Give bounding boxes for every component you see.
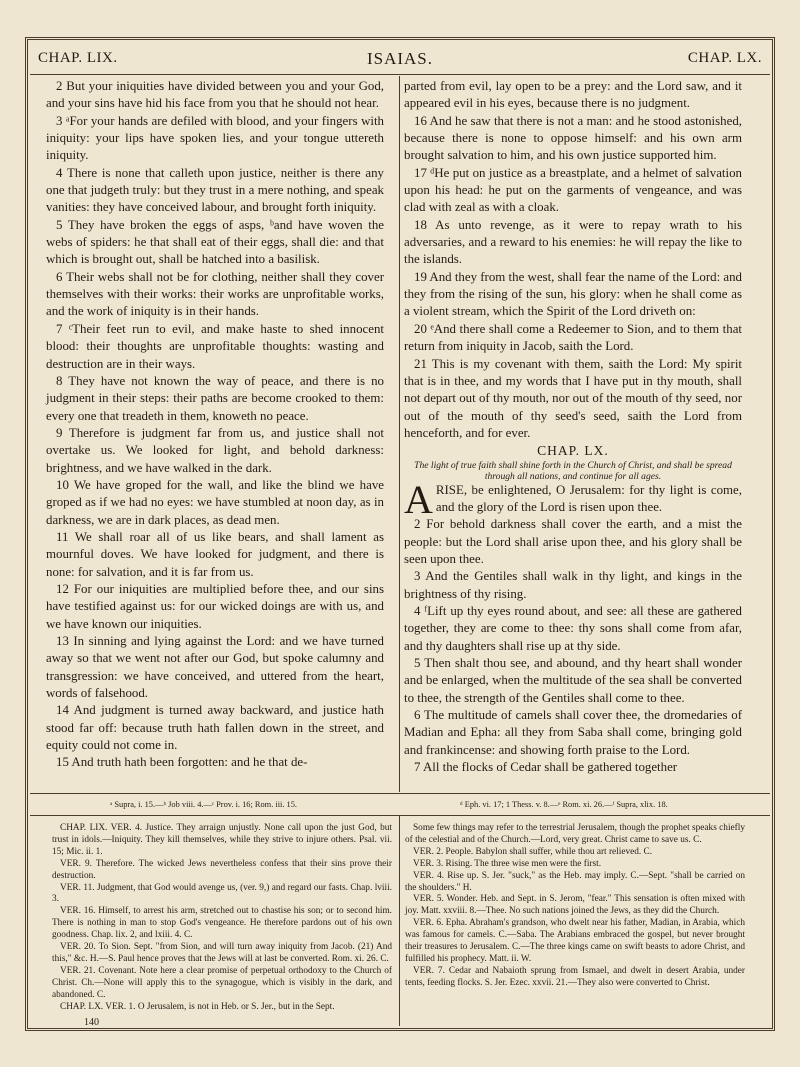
drop-cap: A	[404, 476, 433, 522]
commentary-note: CHAP. LIX. VER. 4. Justice. They arraign unjustly. None call upon the just God, but trust in idols.—Iniquity. They kill themselves, while they strive to injure others. Psal. vii. 15; Mic. ii. 1.	[52, 823, 392, 857]
verse: 10 We have groped for the wall, and like the blind we have groped as if we had no eyes: we have stumbled at noon day, as in darkness, we are in dark places, as dead men.	[46, 477, 384, 527]
verse: 19 And they from the west, shall fear the name of the Lord: and they from the rising of the sun, his glory: when he shall come as a violent stream, which the Spirit of the Lord driveth on:	[404, 269, 742, 319]
running-header	[30, 47, 770, 73]
verse: 13 In sinning and lying against the Lord: and we have turned away so that we went not after our God, but spoke calumny and transgression: we have conceived, and uttered from the heart, words of falsehood.	[46, 634, 384, 701]
verse: 2 But your iniquities have divided between you and your God, and your sins have hid his face from you that he should not hear.	[46, 79, 384, 111]
verse-first	[404, 476, 742, 522]
verse: 7 ᶜTheir feet run to evil, and make haste to shed innocent blood: their thoughts are unprofitable thoughts: wasting and destruction are in their ways.	[46, 321, 384, 371]
verse: 12 For our iniquities are multiplied before thee, and our sins have testified against us: for our wicked doings are with us, and we have known our iniquities.	[46, 581, 384, 631]
commentary-note: VER. 20. To Sion. Sept. "from Sion, and will turn away iniquity from Jacob. (21) And this," &c. H.—S. Paul hence proves that the Jews will at last be converted. Rom. xi. 26. C.	[52, 942, 392, 964]
commentary-rule	[30, 815, 770, 816]
chapter-heading: CHAP. LX.	[537, 443, 609, 459]
verse: parted from evil, lay open to be a prey: and the Lord saw, and it appeared evil in his eyes, because there is no judgment.	[404, 79, 742, 111]
commentary-note: VER. 11. Judgment, that God would avenge us, (ver. 9,) and regard our fasts. Chap. lviii. 3.	[52, 882, 392, 905]
verse: 11 We shall roar all of us like bears, and shall lament as mournful doves. We have looked for judgment, and there is none: for salvation, and it is far from us.	[46, 529, 384, 579]
verse: 9 Therefore is judgment far from us, and justice shall not overtake us. We looked for light, and behold darkness: brightness, and we have walked in the dark.	[46, 425, 384, 475]
footnote-references-left: ᵃ Supra, i. 15.—ᵇ Job viii. 4.—ᶜ Prov. i. 16; Rom. iii. 15.	[110, 800, 298, 809]
commentary-note: VER. 21. Covenant. Note here a clear promise of perpetual orthodoxy to the Church of Christ. Ch.—None will apply this to the synagogue, which is visibly in the dark, and abandoned. C.	[52, 965, 392, 1000]
page-number: 140	[84, 1017, 99, 1028]
verse: 16 And he saw that there is not a man: and he stood astonished, because there is none to oppose himself: and his own arm brought salvation to him, and his own justice supported him.	[404, 113, 742, 163]
footnote-references-right: ᵈ Eph. vi. 17; 1 Thess. v. 8.—ᵉ Rom. xi. 26.—ᶠ Supra, xlix. 18.	[460, 800, 668, 809]
commentary-note: VER. 6. Epha. Abraham's grandson, who dwelt near his father, Madian, in Arabia, which was famous for camels. C.—Saba. The Arabians embraced the gospel, but never brought their treasures to Jerusalem. C.—The three kings came on swift beasts to adore Christ, and fulfilled his prophecy. Matt. ii. W.	[405, 918, 745, 964]
commentary-note: VER. 2. People. Babylon shall suffer, while thou art relieved. C.	[413, 846, 653, 857]
verse: 6 The multitude of camels shall cover thee, the dromedaries of Madian and Epha: all they from Saba shall come, bringing gold and frankincense: and showing forth praise to the Lord.	[404, 708, 742, 757]
commentary-divider	[399, 816, 400, 1026]
commentary-note: VER. 9. Therefore. The wicked Jews nevertheless confess that their sins prove their destruction.	[52, 858, 392, 881]
commentary-note: VER. 7. Cedar and Nabaioth sprung from Ismael, and dwelt in desert Arabia, under tents, feeding flocks. S. Jer. Ezec. xxvii. 21.—They also were converted to Christ.	[405, 965, 745, 988]
verse: 18 As unto revenge, as it were to repay wrath to his adversaries, and a reward to his enemies: he will repay the like to the islands.	[404, 217, 742, 267]
right-text-column	[404, 78, 742, 776]
header-book-title: ISAIAS.	[366, 49, 434, 68]
verse: 4 ᶠLift up thy eyes round about, and see: all these are gathered together, they are come to thee: thy sons shall come from afar, and thy daughters shall rise up at thy side.	[404, 603, 742, 653]
verse: 14 And judgment is turned away backward, and justice hath stood far off: because truth hath fallen down in the street, and equity could not come in.	[46, 703, 384, 753]
commentary-note: VER. 16. Himself, to arrest his arm, stretched out to chastise his son; or to second him. There is nothing in man to stop God's vengeance. He therefore pardons out of his own goodness. Chap. lix. 2, and lxiii. 4. C.	[52, 906, 392, 941]
verse: 4 There is none that calleth upon justice, neither is there any one that judgeth truly: but they trust in a mere nothing, and speak vanities: they have conceived labour, and brought forth iniquity.	[46, 165, 384, 215]
left-text-column	[46, 78, 384, 772]
verse: 15 And truth hath been forgotten: and he that de-	[56, 755, 308, 770]
verse: 21 This is my covenant with them, saith the Lord: My spirit that is in thee, and my words that I have put in thy mouth, shall not depart out of thy mouth, nor out of the mouth of thy seed, nor out of the mouth of thy seed's seed, saith the Lord from henceforth, and for ever.	[404, 356, 742, 440]
header-rule	[30, 74, 770, 75]
column-divider	[399, 76, 400, 792]
text-bottom-rule	[30, 793, 770, 794]
verse-first-text: RISE, be enlightened, O Jerusalem: for thy light is come, and the glory of the Lord is risen upon thee.	[435, 482, 742, 514]
commentary-note: CHAP. LX. VER. 1. O Jerusalem, is not in Heb. or S. Jer., but in the Sept.	[60, 1001, 335, 1012]
commentary-note: VER. 4. Rise up. S. Jer. "suck," as the Heb. may imply. C.—Sept. "shall be carried on the shoulders." H.	[405, 870, 745, 893]
commentary-note: VER. 3. Rising. The three wise men were the first.	[413, 858, 602, 869]
verse: 20 ᵉAnd there shall come a Redeemer to Sion, and to them that return from iniquity in Jacob, saith the Lord.	[404, 321, 742, 354]
verse: 6 Their webs shall not be for clothing, neither shall they cover themselves with their works: their works are unprofitable works, and the work of iniquity is in their hands.	[46, 269, 384, 319]
commentary-left	[52, 823, 392, 1014]
verse: 5 They have broken the eggs of asps, ᵇand have woven the webs of spiders: he that shall eat of their eggs, shall die: and that which is brought out, shall be hatched into a basilisk.	[46, 217, 384, 267]
verse: 3 ᵃFor your hands are defiled with blood, and your fingers with iniquity: your lips have spoken lies, and your tongue uttereth iniquity.	[46, 113, 384, 163]
verse: 7 All the flocks of Cedar shall be gathered together	[414, 760, 678, 775]
commentary-note: VER. 5. Wonder. Heb. and Sept. in S. Jerom, "fear." This sensation is often mixed with joy. Matt. xxviii. 8.—Thee. No such nations joined the Jews, as they did the Church.	[405, 894, 745, 917]
verse: 17 ᵈHe put on justice as a breastplate, and a helmet of salvation upon his head: he put on the garments of vengeance, and was clad with zeal as with a cloak.	[404, 165, 742, 215]
header-chapter-left: CHAP. LIX.	[38, 50, 118, 66]
verse: 5 Then shalt thou see, and abound, and thy heart shall wonder and be enlarged, when the multitude of the sea shall be converted to thee, the strength of the Gentiles shall come to thee.	[404, 656, 742, 705]
verse: 8 They have not known the way of peace, and there is no judgment in their steps: their paths are become crooked to them: every one that treadeth in them, knoweth no peace.	[46, 373, 384, 423]
header-chapter-right: CHAP. LX.	[687, 50, 762, 66]
verse: 2 For behold darkness shall cover the earth, and a mist the people: but the Lord shall arise upon thee, and his glory shall be seen upon thee.	[404, 517, 742, 566]
commentary-right	[405, 823, 745, 990]
commentary-note: Some few things may refer to the terrestrial Jerusalem, though the prophet speaks chiefly of the celestial and of the Church.—Lord, very great. Christ came to save us. C.	[405, 823, 745, 845]
verse: 3 And the Gentiles shall walk in thy light, and kings in the brightness of thy rising.	[404, 569, 742, 601]
chapter-summary: The light of true faith shall shine forth in the Church of Christ, and shall be spread through all nations, and continue for all ages.	[414, 459, 732, 482]
